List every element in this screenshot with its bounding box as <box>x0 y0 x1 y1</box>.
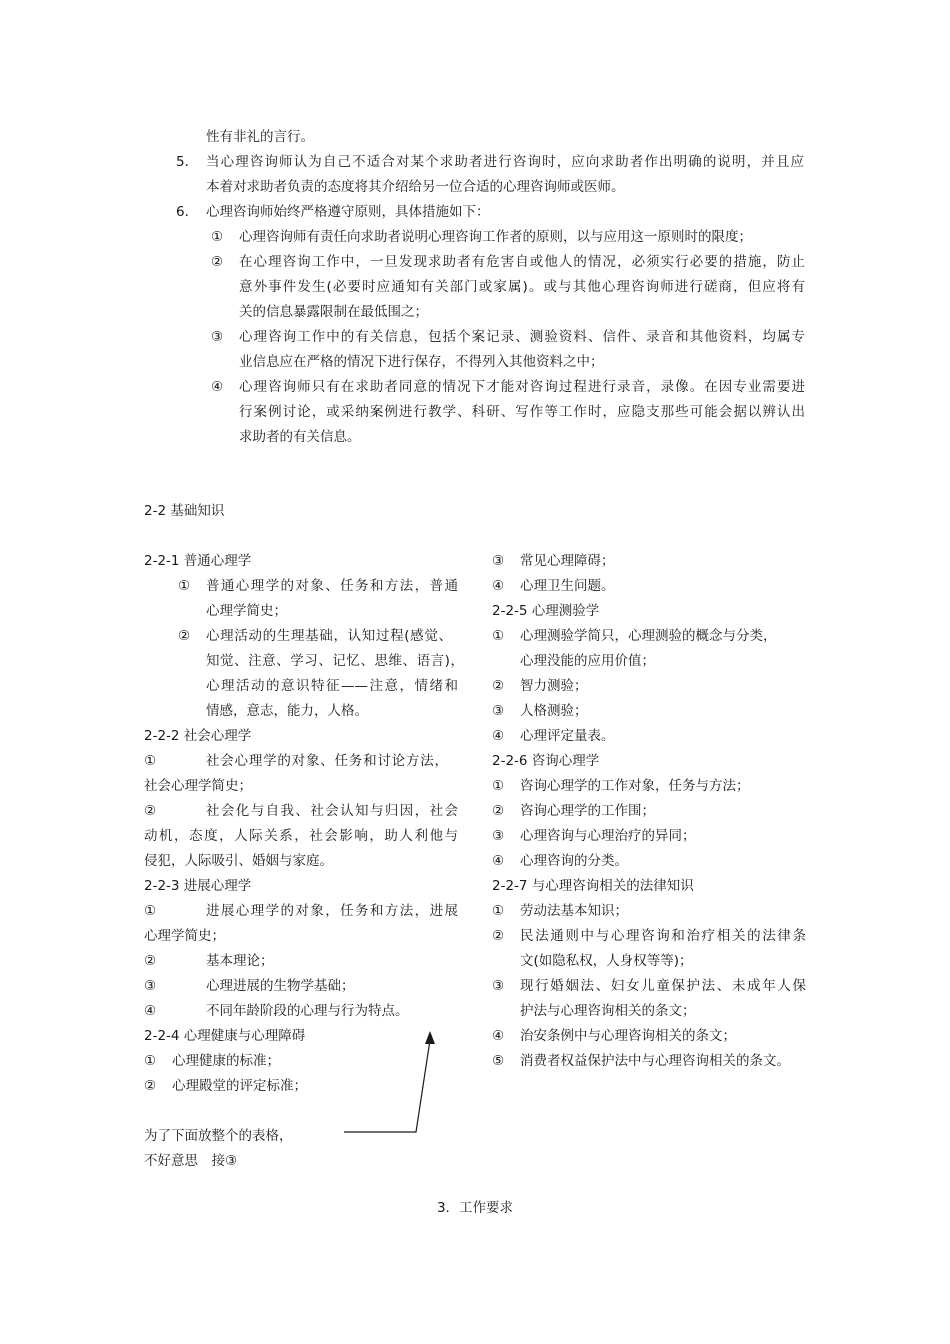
sub-marker-4: ④ <box>211 379 224 395</box>
s3-marker-2: ② <box>144 953 157 969</box>
s7-marker-4: ④ <box>492 1028 505 1044</box>
r-s4-marker-4: ④ <box>492 578 505 594</box>
item5-line1: 当心理咨询师认为自己不适合对某个求助者进行咨询时，应向求助者作出明确的说明，并且应 <box>206 154 804 170</box>
s2-item2-line1: 社会化与自我、社会认知与归因，社会 <box>206 803 458 819</box>
sub-marker-1: ① <box>211 229 224 245</box>
s4-item2: 心理殿堂的评定标准； <box>172 1078 307 1094</box>
heading-2-2-7: 2-2-7 与心理咨询相关的法律知识 <box>492 878 694 894</box>
s4-marker-2: ② <box>144 1078 157 1094</box>
item5-line2: 本着对求助者负责的态度将其介绍给另一位合适的心理咨询师或医师。 <box>206 179 625 195</box>
s5-marker-2: ② <box>492 678 505 694</box>
s7-item2-line1: 民法通则中与心理咨询和治疗相关的法律条 <box>520 928 806 944</box>
s7-marker-5: ⑤ <box>492 1053 505 1069</box>
sub2-line2: 意外事件发生(必要时应通知有关部门或家属)。或与其他心理咨询师进行磋商，但应将有 <box>239 279 805 295</box>
s7-item3-line2: 护法与心理咨询相关的条文； <box>520 1003 696 1019</box>
s5-marker-3: ③ <box>492 703 505 719</box>
s2-item2-line2: 动机，态度，人际关系，社会影响，助人利他与 <box>144 828 458 844</box>
footer-section-title: 3．工作要求 <box>436 1200 514 1216</box>
s7-item2-line2: 文(如隐私权，人身权等等)； <box>520 953 693 969</box>
s6-marker-3: ③ <box>492 828 505 844</box>
s2-marker-1: ① <box>144 753 157 769</box>
section-title: 2-2 基础知识 <box>144 503 225 519</box>
heading-2-2-1: 2-2-1 普通心理学 <box>144 553 252 569</box>
s5-item2: 智力测验； <box>520 678 588 694</box>
item6-number: 6． <box>176 204 199 220</box>
s1-item1-line1: 普通心理学的对象、任务和方法，普通 <box>206 578 458 594</box>
s2-item2-line3: 侵犯，人际吸引、婚姻与家庭。 <box>144 853 333 869</box>
sub2-line3: 关的信息暴露限制在最低围之； <box>239 304 428 320</box>
sub1-line1: 心理咨询师有责任向求助者说明心理咨询工作者的原则，以与应用这一原则时的限度； <box>239 229 752 245</box>
s1-marker-2: ② <box>178 628 191 644</box>
note-line1: 为了下面放整个的表格， <box>144 1128 293 1144</box>
item4-continuation: 性有非礼的言行。 <box>206 129 314 145</box>
sub-marker-3: ③ <box>211 329 224 345</box>
s4-marker-1: ① <box>144 1053 157 1069</box>
s6-marker-4: ④ <box>492 853 505 869</box>
s6-item2: 咨询心理学的工作围； <box>520 803 655 819</box>
sub3-line1: 心理咨询工作中的有关信息，包括个案记录、测验资料、信件、录音和其他资料，均属专 <box>239 329 805 345</box>
s3-item3: 心理进展的生物学基础； <box>206 978 355 994</box>
s3-item2: 基本理论； <box>206 953 274 969</box>
s6-marker-2: ② <box>492 803 505 819</box>
sub-marker-2: ② <box>211 254 224 270</box>
s7-marker-3: ③ <box>492 978 505 994</box>
s2-item1-line1: 社会心理学的对象、任务和讨论方法， <box>206 753 448 769</box>
r-s4-item3: 常见心理障碍； <box>520 553 615 569</box>
s1-item2-line4: 情感，意志，能力，人格。 <box>206 703 368 719</box>
s1-item2-line3: 心理活动的意识特征——注意，情绪和 <box>206 678 458 694</box>
s6-item3: 心理咨询与心理治疗的异同； <box>520 828 696 844</box>
sub3-line2: 业信息应在严格的情况下进行保存，不得列入其他资料之中； <box>239 354 604 370</box>
sub4-line2: 行案例讨论，或采纳案例进行教学、科研、写作等工作时，应隐支那些可能会据以辨认出 <box>239 404 805 420</box>
note-line2: 不好意思 接③ <box>144 1153 238 1169</box>
item5-number: 5． <box>176 154 199 170</box>
s3-item1-line1: 进展心理学的对象，任务和方法，进展 <box>206 903 458 919</box>
sub4-line3: 求助者的有关信息。 <box>239 429 361 445</box>
heading-2-2-5: 2-2-5 心理测验学 <box>492 603 600 619</box>
s7-item5: 消费者权益保护法中与心理咨询相关的条文。 <box>520 1053 790 1069</box>
s7-marker-2: ② <box>492 928 505 944</box>
sub2-line1: 在心理咨询工作中，一旦发现求助者有危害自或他人的情况，必须实行必要的措施，防止 <box>239 254 805 270</box>
s3-item1-line2: 心理学简史； <box>144 928 225 944</box>
s3-item4: 不同年龄阶段的心理与行为特点。 <box>206 1003 409 1019</box>
s6-item1: 咨询心理学的工作对象，任务与方法； <box>520 778 750 794</box>
s5-marker-1: ① <box>492 628 505 644</box>
s1-marker-1: ① <box>178 578 191 594</box>
r-s4-marker-3: ③ <box>492 553 505 569</box>
item6-line1: 心理咨询师始终严格遵守原则，具体措施如下： <box>206 204 490 220</box>
s4-item1: 心理健康的标准； <box>172 1053 280 1069</box>
s5-item1-line1: 心理测验学简只，心理测验的概念与分类， <box>520 628 777 644</box>
s1-item2-line2: 知觉、注意、学习、记忆、思维、语言)， <box>206 653 464 669</box>
s1-item1-line2: 心理学简史； <box>206 603 287 619</box>
s7-item1: 劳动法基本知识； <box>520 903 628 919</box>
s7-item3-line1: 现行婚姻法、妇女儿童保护法、未成年人保 <box>520 978 806 994</box>
s6-marker-1: ① <box>492 778 505 794</box>
s2-marker-2: ② <box>144 803 157 819</box>
heading-2-2-6: 2-2-6 咨询心理学 <box>492 753 600 769</box>
heading-2-2-4: 2-2-4 心理健康与心理障碍 <box>144 1028 306 1044</box>
heading-2-2-2: 2-2-2 社会心理学 <box>144 728 252 744</box>
s1-item2-line1: 心理活动的生理基础，认知过程(感觉、 <box>206 628 452 644</box>
s5-marker-4: ④ <box>492 728 505 744</box>
s2-item1-line2: 社会心理学简史； <box>144 778 252 794</box>
s6-item4: 心理咨询的分类。 <box>520 853 628 869</box>
s5-item1-line2: 心理没能的应用价值； <box>520 653 655 669</box>
sub4-line1: 心理咨询师只有在求助者同意的情况下才能对咨询过程进行录音，录像。在因专业需要进 <box>239 379 805 395</box>
r-s4-item4: 心理卫生问题。 <box>520 578 615 594</box>
s3-marker-4: ④ <box>144 1003 157 1019</box>
s3-marker-3: ③ <box>144 978 157 994</box>
s5-item3: 人格测验； <box>520 703 588 719</box>
s7-item4: 治安条例中与心理咨询相关的条文； <box>520 1028 736 1044</box>
s3-marker-1: ① <box>144 903 157 919</box>
heading-2-2-3: 2-2-3 进展心理学 <box>144 878 252 894</box>
s5-item4: 心理评定量表。 <box>520 728 615 744</box>
s7-marker-1: ① <box>492 903 505 919</box>
